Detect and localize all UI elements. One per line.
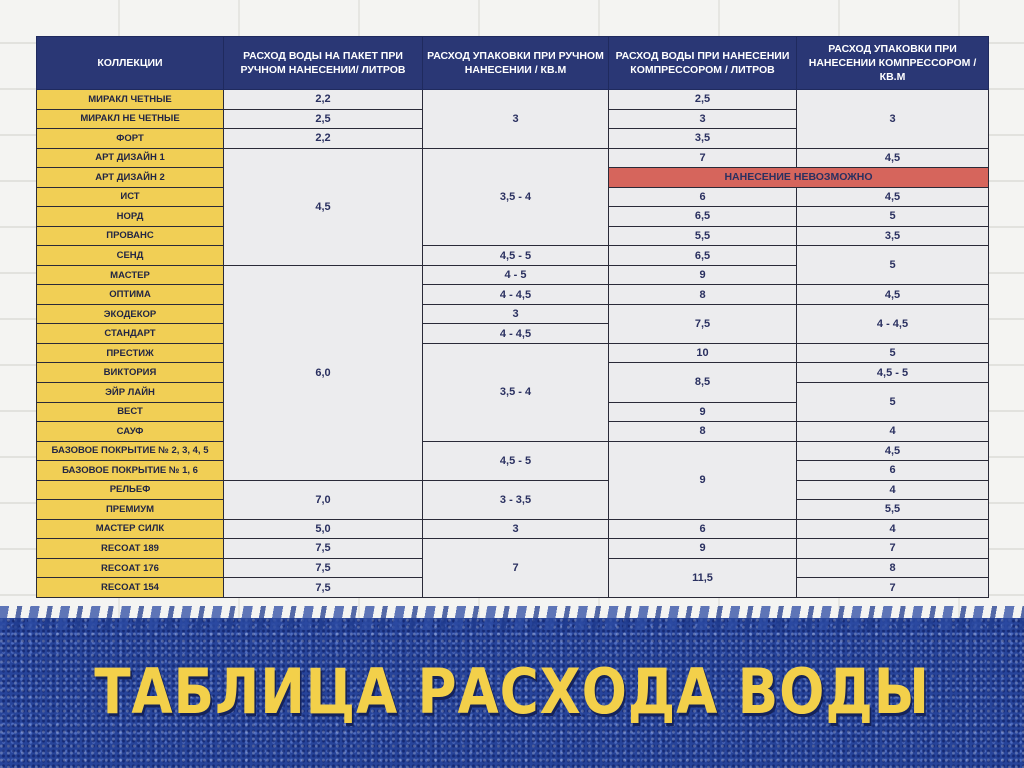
manual-package-cell: 3,5 - 4 [423, 343, 609, 441]
compressor-water-cell: 10 [609, 343, 797, 363]
table-row [37, 90, 989, 110]
collection-name: САУФ [37, 422, 224, 442]
compressor-water-cell: 7,5 [609, 304, 797, 343]
collection-name: ВЕСТ [37, 402, 224, 422]
compressor-package-cell: 5,5 [797, 500, 989, 520]
collection-name: НОРД [37, 207, 224, 227]
collection-name: БАЗОВОЕ ПОКРЫТИЕ № 1, 6 [37, 461, 224, 481]
compressor-package-cell: 4,5 - 5 [797, 363, 989, 383]
compressor-water-cell: 7 [609, 148, 797, 168]
table-row [37, 285, 989, 305]
compressor-water-cell: 6,5 [609, 246, 797, 266]
header-collections: КОЛЛЕКЦИИ [37, 37, 224, 90]
manual-package-cell: 4,5 - 5 [423, 246, 609, 266]
compressor-package-cell: 4,5 [797, 187, 989, 207]
header-manual-water: РАСХОД ВОДЫ НА ПАКЕТ ПРИ РУЧНОМ НАНЕСЕНИИ/ ЛИТРОВ [224, 37, 423, 90]
manual-package-cell: 3 [423, 304, 609, 324]
header-manual-package: РАСХОД УПАКОВКИ ПРИ РУЧНОМ НАНЕСЕНИИ / КВ.М [423, 37, 609, 90]
compressor-package-cell: 3 [797, 90, 989, 149]
collection-name: МИРАКЛ НЕ ЧЕТНЫЕ [37, 109, 224, 129]
manual-water-cell: 7,5 [224, 578, 423, 598]
collection-name: RECOAT 154 [37, 578, 224, 598]
collection-name: ПРЕМИУМ [37, 500, 224, 520]
table-row [37, 148, 989, 168]
compressor-package-cell: 4,5 [797, 285, 989, 305]
manual-water-cell: 2,5 [224, 109, 423, 129]
table-row [37, 304, 989, 324]
table-row [37, 539, 989, 559]
table-row [37, 343, 989, 363]
manual-water-cell: 7,0 [224, 480, 423, 519]
compressor-package-cell: 5 [797, 207, 989, 227]
compressor-water-cell: 9 [609, 441, 797, 519]
compressor-water-cell: 8,5 [609, 363, 797, 402]
compressor-package-cell: 7 [797, 578, 989, 598]
table-header-row [37, 37, 989, 90]
manual-water-cell: 5,0 [224, 519, 423, 539]
compressor-package-cell: 5 [797, 343, 989, 363]
manual-water-cell: 4,5 [224, 148, 423, 265]
compressor-water-cell: 9 [609, 265, 797, 285]
manual-water-cell: 2,2 [224, 90, 423, 110]
collection-name: СТАНДАРТ [37, 324, 224, 344]
manual-package-cell: 4 - 5 [423, 265, 609, 285]
water-consumption-table [36, 36, 989, 598]
manual-package-cell: 4 - 4,5 [423, 285, 609, 305]
collection-name: АРТ ДИЗАЙН 2 [37, 168, 224, 188]
manual-package-cell: 4 - 4,5 [423, 324, 609, 344]
manual-water-cell: 2,2 [224, 129, 423, 149]
application-impossible-cell: НАНЕСЕНИЕ НЕВОЗМОЖНО [609, 168, 989, 188]
compressor-water-cell: 6 [609, 187, 797, 207]
table-row [37, 441, 989, 461]
compressor-package-cell: 5 [797, 246, 989, 285]
collection-name: МАСТЕР [37, 265, 224, 285]
compressor-package-cell: 5 [797, 382, 989, 421]
table-row [37, 480, 989, 500]
collection-name: RECOAT 189 [37, 539, 224, 559]
collection-name: АРТ ДИЗАЙН 1 [37, 148, 224, 168]
table-body [37, 90, 989, 598]
manual-package-cell: 7 [423, 539, 609, 598]
compressor-water-cell: 9 [609, 539, 797, 559]
manual-package-cell: 3,5 - 4 [423, 148, 609, 246]
page-title: ТАБЛИЦА РАСХОДА ВОДЫ [94, 655, 930, 728]
manual-water-cell: 6,0 [224, 265, 423, 480]
header-compressor-package: РАСХОД УПАКОВКИ ПРИ НАНЕСЕНИИ КОМПРЕССОРОМ / КВ.М [797, 37, 989, 90]
compressor-package-cell: 8 [797, 558, 989, 578]
collection-name: МАСТЕР СИЛК [37, 519, 224, 539]
compressor-water-cell: 8 [609, 285, 797, 305]
collection-name: МИРАКЛ ЧЕТНЫЕ [37, 90, 224, 110]
compressor-water-cell: 3,5 [609, 129, 797, 149]
manual-package-cell: 3 - 3,5 [423, 480, 609, 519]
manual-package-cell: 3 [423, 90, 609, 149]
collection-name: ЭКОДЕКОР [37, 304, 224, 324]
manual-package-cell: 4,5 - 5 [423, 441, 609, 480]
compressor-water-cell: 8 [609, 422, 797, 442]
collection-name: СЕНД [37, 246, 224, 266]
collection-name: ИСТ [37, 187, 224, 207]
compressor-water-cell: 6 [609, 519, 797, 539]
table-row [37, 246, 989, 266]
manual-package-cell: 3 [423, 519, 609, 539]
brush-edge [0, 606, 1024, 630]
compressor-package-cell: 4 [797, 480, 989, 500]
collection-name: ОПТИМА [37, 285, 224, 305]
compressor-package-cell: 4 [797, 422, 989, 442]
collection-name: РЕЛЬЕФ [37, 480, 224, 500]
compressor-water-cell: 3 [609, 109, 797, 129]
collection-name: ПРОВАНС [37, 226, 224, 246]
compressor-water-cell: 11,5 [609, 558, 797, 597]
compressor-package-cell: 3,5 [797, 226, 989, 246]
collection-name: ВИКТОРИЯ [37, 363, 224, 383]
compressor-package-cell: 4,5 [797, 148, 989, 168]
compressor-package-cell: 4 - 4,5 [797, 304, 989, 343]
collection-name: ФОРТ [37, 129, 224, 149]
compressor-water-cell: 5,5 [609, 226, 797, 246]
compressor-water-cell: 6,5 [609, 207, 797, 227]
compressor-water-cell: 9 [609, 402, 797, 422]
compressor-package-cell: 4 [797, 519, 989, 539]
collection-name: ЭЙР ЛАЙН [37, 382, 224, 402]
collection-name: RECOAT 176 [37, 558, 224, 578]
manual-water-cell: 7,5 [224, 539, 423, 559]
collection-name: БАЗОВОЕ ПОКРЫТИЕ № 2, 3, 4, 5 [37, 441, 224, 461]
compressor-water-cell: 2,5 [609, 90, 797, 110]
header-compressor-water: РАСХОД ВОДЫ ПРИ НАНЕСЕНИИ КОМПРЕССОРОМ / ЛИТРОВ [609, 37, 797, 90]
table-row [37, 519, 989, 539]
compressor-package-cell: 6 [797, 461, 989, 481]
compressor-package-cell: 7 [797, 539, 989, 559]
collection-name: ПРЕСТИЖ [37, 343, 224, 363]
manual-water-cell: 7,5 [224, 558, 423, 578]
compressor-package-cell: 4,5 [797, 441, 989, 461]
